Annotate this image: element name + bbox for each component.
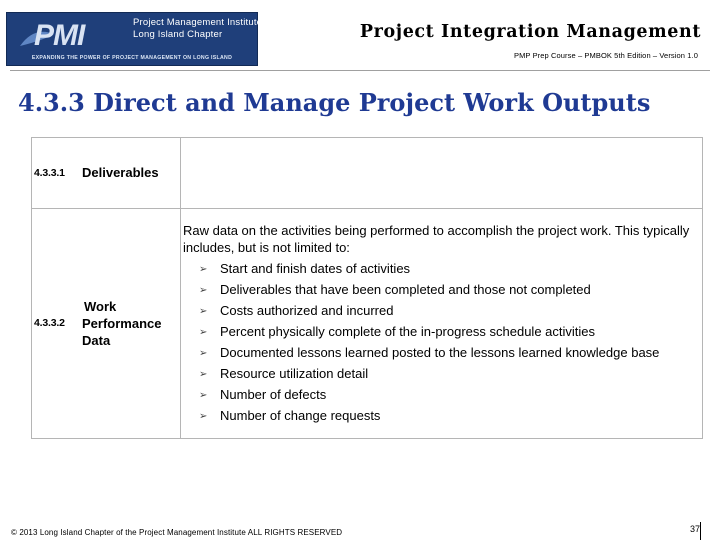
- arrow-bullet-icon: ➢: [199, 411, 208, 422]
- column-divider: [180, 138, 181, 438]
- row-description: Raw data on the activities being performed to accomplish the project work. This typically includes, but is not limited to:: [183, 223, 690, 255]
- list-item-text: Number of defects: [220, 387, 327, 402]
- row-number: 4.3.3.1: [34, 167, 65, 179]
- list-item-text: Number of change requests: [220, 408, 381, 423]
- logo-tagline: EXPANDING THE POWER OF PROJECT MANAGEMENT ON LONG ISLAND: [31, 55, 233, 61]
- list-item-text: Percent physically complete of the in-progress schedule activities: [220, 324, 596, 339]
- list-item: [199, 407, 659, 428]
- arrow-bullet-icon: ➢: [199, 264, 208, 275]
- logo-org-name: [133, 17, 262, 41]
- list-item: [199, 323, 659, 344]
- logo-banner: [7, 13, 263, 53]
- header-subtitle: PMP Prep Course – PMBOK 5th Edition – Version 1.0: [513, 51, 698, 60]
- list-item: [199, 302, 659, 323]
- list-item: [199, 365, 659, 386]
- list-item: [199, 386, 659, 407]
- row-divider: [32, 208, 702, 209]
- label-line: Data: [82, 333, 111, 348]
- footer-copyright: © 2013 Long Island Chapter of the Project Management Institute ALL RIGHTS RESERVED: [11, 528, 343, 537]
- header-title: Project Integration Management: [359, 22, 701, 42]
- list-item: [199, 281, 659, 302]
- bullet-list: [199, 260, 659, 428]
- list-item-text: Start and finish dates of activities: [220, 261, 411, 276]
- page-number: 37: [690, 524, 701, 534]
- row-label-work-performance-data: [82, 298, 170, 349]
- label-line: Work: [84, 299, 117, 314]
- list-item-text: Resource utilization detail: [220, 366, 369, 381]
- row-number: 4.3.3.2: [34, 317, 65, 329]
- svg-text:PMI: PMI: [34, 19, 85, 50]
- row-label-deliverables: Deliverables: [82, 165, 159, 180]
- logo-org-line1: Project Management Institute: [133, 17, 263, 28]
- arrow-bullet-icon: ➢: [199, 369, 208, 380]
- arrow-bullet-icon: ➢: [199, 327, 208, 338]
- pmi-logo-mark: [14, 16, 124, 50]
- header-divider: [10, 70, 710, 71]
- arrow-bullet-icon: ➢: [199, 306, 208, 317]
- logo-org-line2: Long Island Chapter: [133, 29, 223, 40]
- arrow-bullet-icon: ➢: [199, 348, 208, 359]
- list-item: [199, 344, 659, 365]
- arrow-bullet-icon: ➢: [199, 390, 208, 401]
- slide-title: 4.3.3 Direct and Manage Project Work Outputs: [18, 88, 651, 117]
- footer-divider: [700, 522, 701, 540]
- list-item-text: Documented lessons learned posted to the lessons learned knowledge base: [220, 345, 660, 360]
- pmi-logo: [6, 12, 263, 66]
- list-item-text: Deliverables that have been completed and those not completed: [220, 282, 591, 297]
- list-item-text: Costs authorized and incurred: [220, 303, 394, 318]
- label-line: Performance: [82, 316, 162, 331]
- arrow-bullet-icon: ➢: [199, 285, 208, 296]
- list-item: [199, 260, 659, 281]
